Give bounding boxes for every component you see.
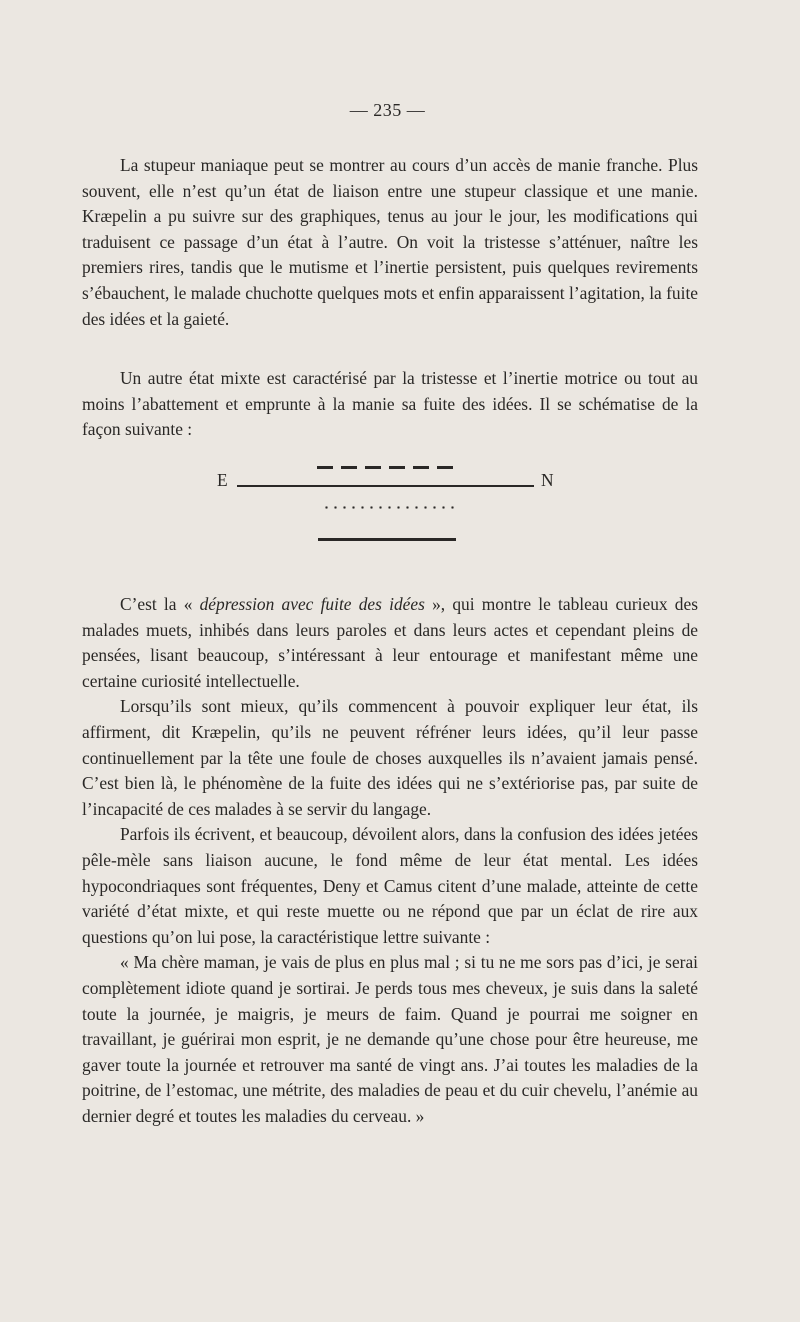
paragraph-etat-mixte <box>82 366 698 443</box>
paragraph-stupeur-maniaque <box>82 153 698 332</box>
schema-dash <box>389 466 405 469</box>
schema-label-n: N <box>541 470 554 490</box>
paragraph-ecrits: Parfois ils écrivent, et beaucoup, dévoilent alors, dans la confusion des idées jetées pêle-mèle sans liaison aucune, le fond même de leur état mental. Les idées hypocondriaques sont fréquentes, Deny et Camus citent d’une malade, atteinte de cette variété d’état mixte, et qui reste muette ou ne répond que par un éclat de rire aux questions qu’on lui pose, la caractéristique lettre suivante : <box>82 824 698 947</box>
page-number: — 235 — <box>349 100 426 120</box>
schema-dash <box>413 466 429 469</box>
quote-italic: dépression avec fuite des idées <box>199 594 425 614</box>
quote-before: C’est la « <box>120 594 200 614</box>
paragraph-text: Un autre état mixte est caractérisé par la tristesse et l’inertie motrice ou tout au moins l’abattement et emprunte à la manie sa fuite des idées. Il se schématise de la façon suivante : <box>82 368 698 440</box>
schema-dotted-line <box>322 506 456 509</box>
schema-label-e: E <box>217 470 228 490</box>
letter-quote: « Ma chère maman, je vais de plus en plus mal ; si tu ne me sors pas d’ici, je serai complètement idiote quand je sortirai. Je perds tous mes cheveux, je suis dans la saleté toute la journée, je maigris, je meurs de faim. Quand je pourrai me soigner en travaillant, je guérirai mon esprit, je ne demande qu’une chose pour être heureuse, me gaver toute la journée et retrouver ma santé de vingt ans. J’ai toutes les maladies de la poitrine, de l’estomac, une métrite, des maladies de peau et du cuir chevelu, l’anémie au dernier degré et toutes les maladies du cerveau. » <box>82 952 698 1126</box>
schema-main-line <box>237 485 534 487</box>
paragraph-depression <box>82 592 698 694</box>
schema-dash <box>341 466 357 469</box>
schema-dash <box>317 466 333 469</box>
quote-after: », qui montre le tableau curieux des malades muets, inhibés dans leurs paroles et dans leurs actes et cependant pleins de pensées, lisant beaucoup, s’intéressant à leur entourage et manifestant même une certaine curiosité intellectuelle. <box>82 594 698 691</box>
paragraph-text: La stupeur maniaque peut se montrer au cours d’un accès de manie franche. Plus souvent, elle n’est qu’un état de liaison entre une stupeur classique et une manie. Kræpelin a pu suivre sur des graphiques, tenus au jour le jour, les modifications qui traduisent ce passage d’un état à l’autre. On voit la tristesse s’atténuer, naître les premiers rires, tandis que le mutisme et l’inertie persistent, puis quelques revirements s’ébauchent, le malade chuchotte quelques mots et enfin apparaissent l’agitation, la fuite des idées et la gaieté. <box>82 155 698 329</box>
body-text <box>82 592 698 1129</box>
schema-dash <box>365 466 381 469</box>
schema-dash <box>437 466 453 469</box>
schema-bottom-line <box>318 538 456 541</box>
paragraph-kraepelin: Lorsqu’ils sont mieux, qu’ils commencent à pouvoir expliquer leur état, ils affirment, dit Kræpelin, qu’ils ne peuvent réfréner leurs idées, qu’il leur passe continuellement par la tête une foule de choses auxquelles ils n’avaient jamais pensé. C’est bien là, le phénomène de la fuite des idées qui ne s’extériorise pas, par suite de l’incapacité de ces malades à se servir du langage. <box>82 696 698 819</box>
